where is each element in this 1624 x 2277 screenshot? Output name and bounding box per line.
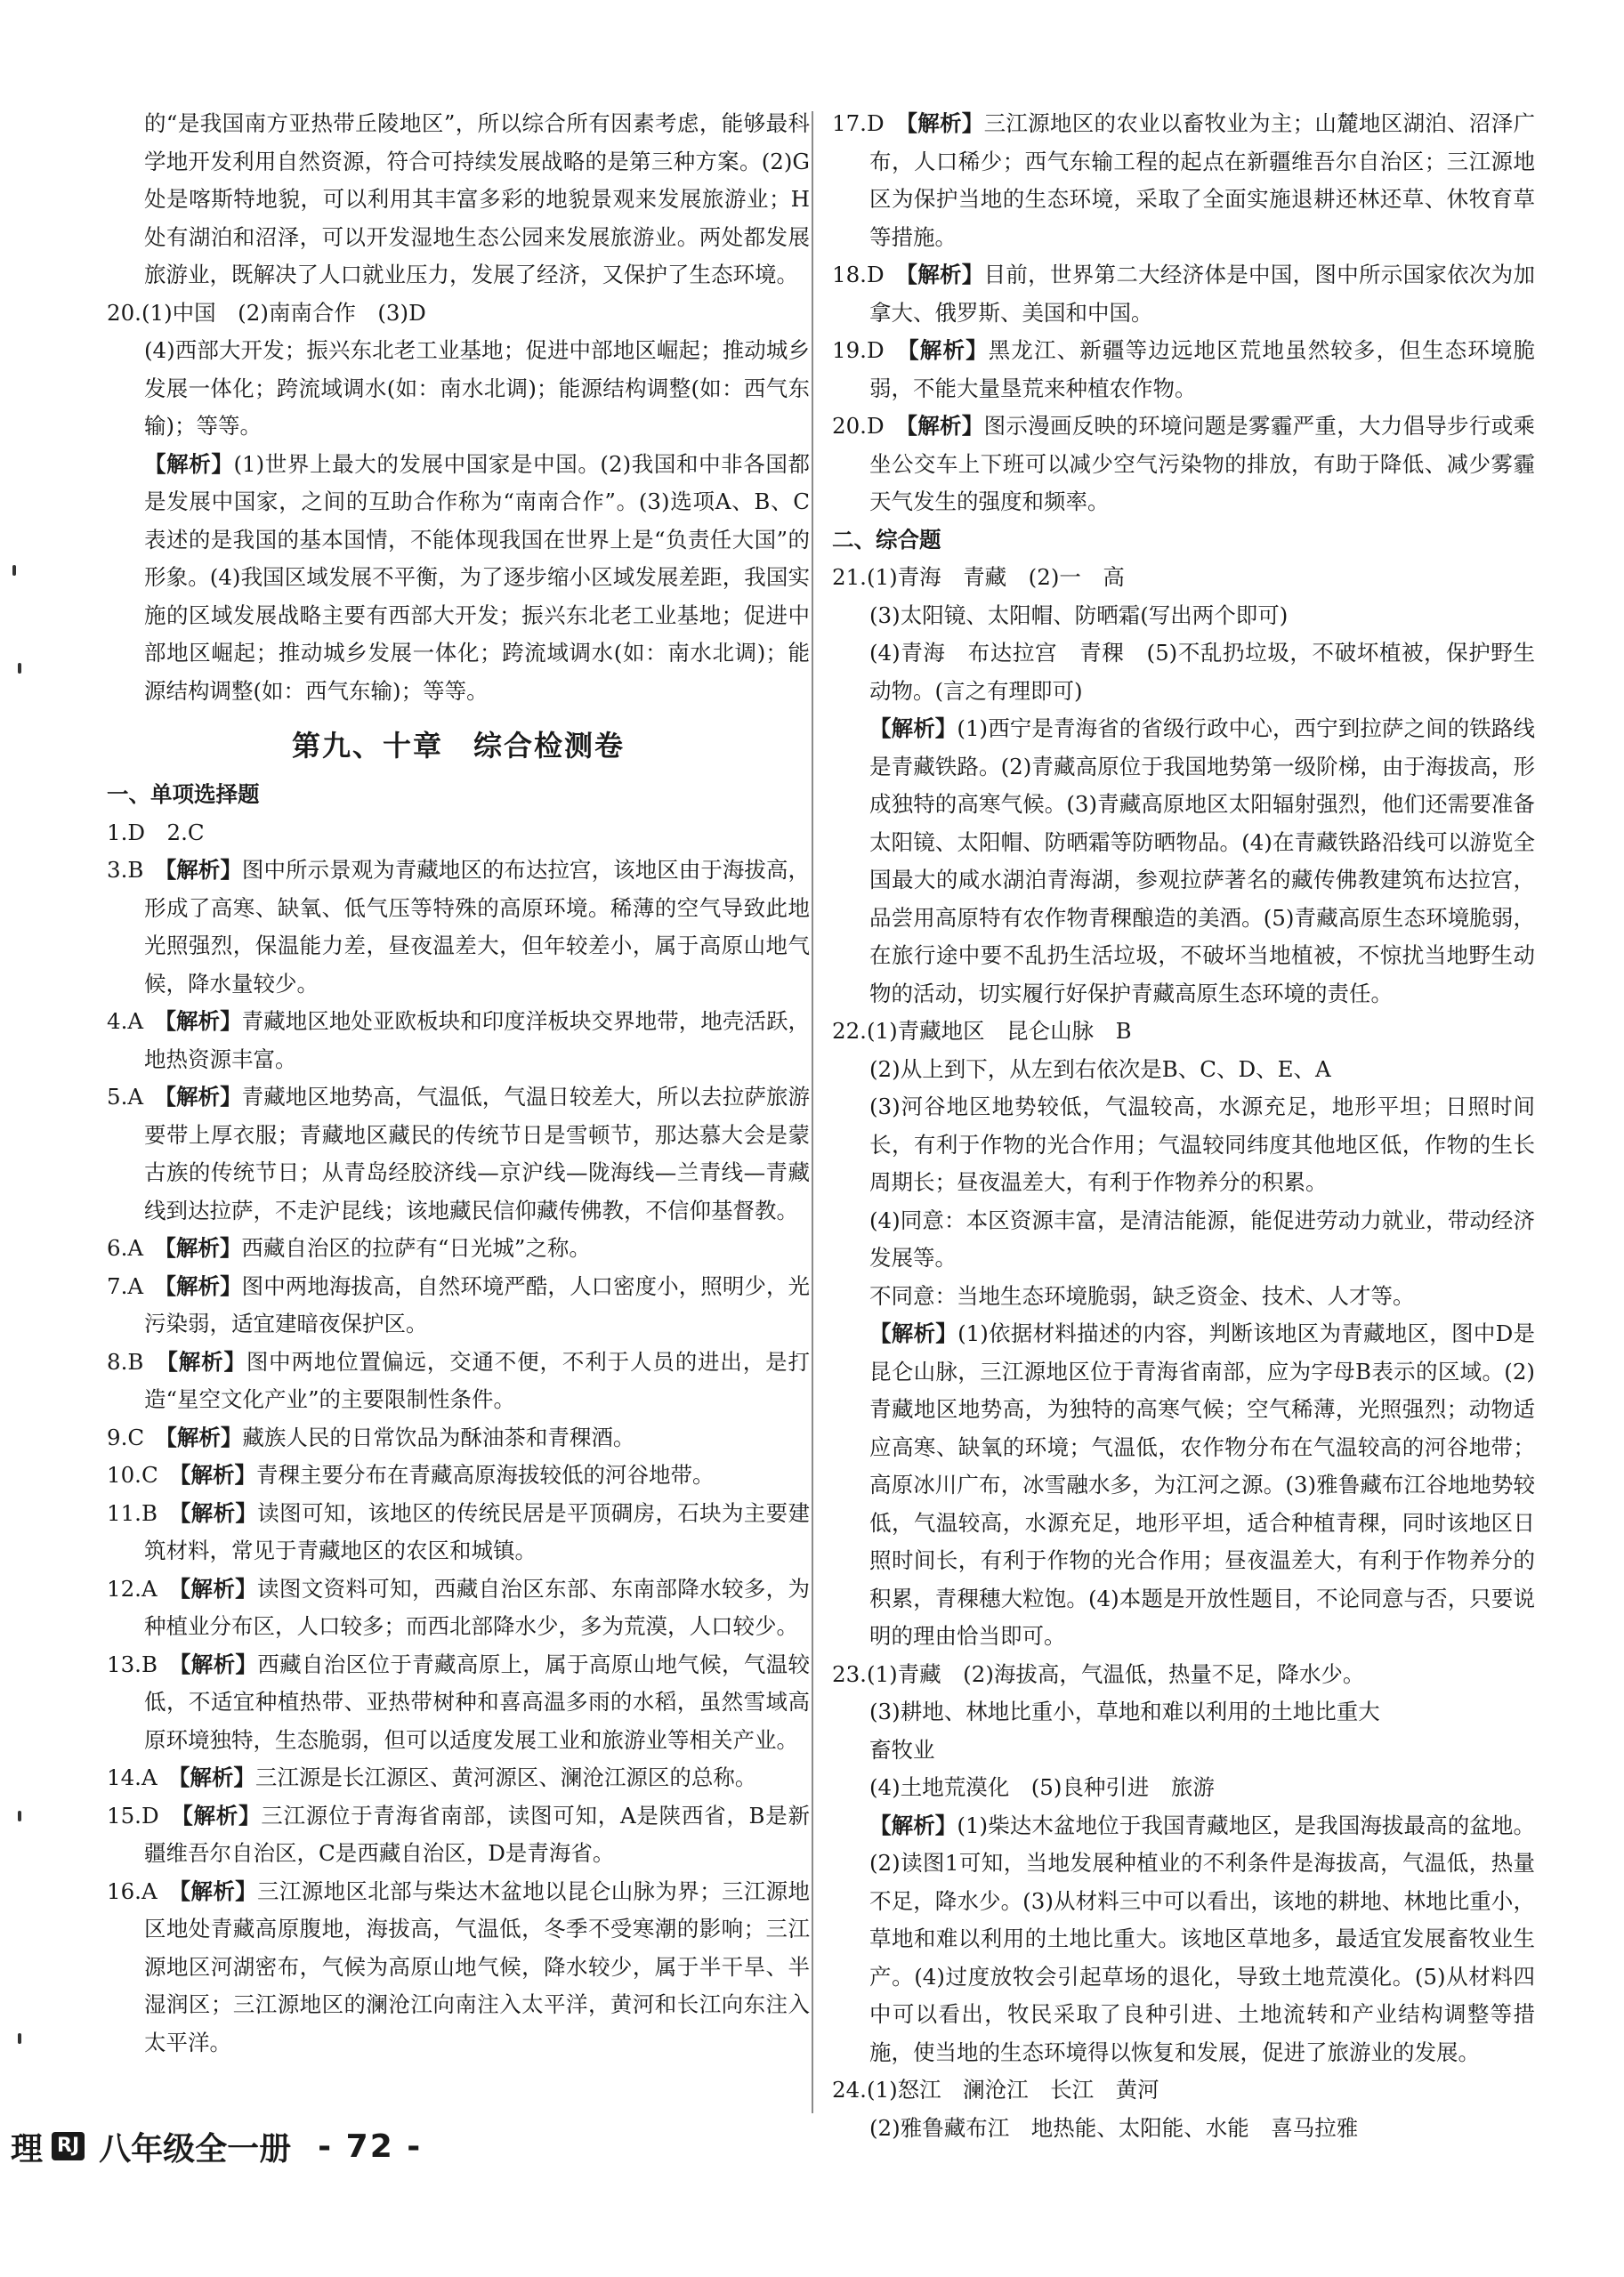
answer-paragraph — [107, 1078, 810, 1230]
paragraph-text: 1.D 2.C — [107, 819, 205, 845]
analysis-tag: 【解析】 — [906, 110, 984, 136]
answer-paragraph — [107, 1759, 810, 1797]
answer-paragraph — [832, 1656, 1535, 1694]
analysis-tag: 【解析】 — [908, 337, 989, 363]
analysis-tag: 【解析】 — [180, 1651, 258, 1677]
paragraph-text: 黑龙江、新疆等边远地区荒地虽然较多，但生态环境脆弱，不能大量垦荒来种植农作物。 — [869, 337, 1536, 401]
analysis-tag: 【解析】 — [906, 413, 984, 439]
paragraph-text: 的“是我国南方亚热带丘陵地区”，所以综合所有因素考虑，能够最科学地开发利用自然资源，符合可持续发展战略的是第三种方案。(2)G处是喀斯特地貌，可以利用其丰富多彩的地貌景观来发展旅游业；H处有湖泊和沼泽，可以开发湿地生态公园来发展旅游业。两处都发展旅游业，既解决了人口就业压力，发展了经济，又保护了生态环境。 — [144, 110, 810, 287]
paragraph-text: 西藏自治区的拉萨有“日光城”之称。 — [241, 1235, 591, 1261]
analysis-tag: 【解析】 — [144, 450, 234, 477]
answer-number: 6.A — [107, 1235, 166, 1261]
footer-subject: 理 — [11, 2130, 44, 2168]
analysis-tag: 【解析】 — [182, 1802, 262, 1829]
answer-paragraph — [107, 105, 810, 295]
answer-paragraph — [107, 1457, 810, 1495]
answer-paragraph — [832, 1693, 1535, 1732]
section-title — [107, 724, 810, 767]
section-heading — [832, 521, 1535, 560]
answer-paragraph — [832, 1315, 1535, 1656]
analysis-tag: 【解析】 — [165, 1235, 242, 1261]
analysis-tag: 【解析】 — [165, 857, 242, 883]
answer-paragraph — [832, 597, 1535, 635]
paragraph-text: 图中所示景观为青藏地区的布达拉宫，该地区由于海拔高，形成了高寒、缺氧、低气压等特殊的高原环境。稀薄的空气导致此地光照强烈，保温能力差，昼夜温差大，但年较差小，属于高原山地气候，降水量较少。 — [144, 857, 810, 997]
answer-number: 7.A — [107, 1272, 166, 1299]
answer-number: 19.D — [832, 337, 909, 363]
column-divider — [812, 111, 813, 2113]
answer-paragraph — [832, 1088, 1535, 1202]
paragraph-text: (3)河谷地区地势较低，气温较高，水源充足，地形平坦；日照时间长，有利于作物的光合作用；气温较同纬度其他地区低，作物的生长周期长；昼夜温差大，有利于作物养分的积累。 — [869, 1094, 1535, 1195]
paragraph-text: 24.(1)怒江 澜沧江 长江 黄河 — [832, 2077, 1159, 2103]
page-number: - 72 - — [318, 2128, 423, 2165]
answer-paragraph — [832, 105, 1535, 256]
answer-number: 5.A — [107, 1084, 166, 1110]
analysis-tag: 【解析】 — [179, 1764, 255, 1790]
answer-number: 8.B — [107, 1348, 167, 1375]
paragraph-text: 图示漫画反映的环境问题是雾霾严重，大力倡导步行或乘坐公交车上下班可以减少空气污染物的排放，有助于降低、减少雾霾天气发生的强度和频率。 — [869, 413, 1536, 514]
answer-number: 3.B — [107, 857, 166, 883]
answer-paragraph — [832, 1013, 1535, 1051]
answer-number: 17.D — [832, 110, 907, 136]
margin-mark — [18, 663, 21, 674]
paragraph-text: (1)世界上最大的发展中国家是中国。(2)我国和中非各国都是发展中国家，之间的互助合作称为“南南合作”。(3)选项A、B、C表述的是我国的基本国情，不能体现我国在世界上是“负责任大国”的形象。(4)我国区域发展不平衡，为了逐步缩小区域发展差距，我国实施的区域发展战略主要有西部大开发；振兴东北老工业基地；促进中部地区崛起；推动城乡发展一体化；跨流域调水(如：南水北调)；能源结构调整(如：西气东输)；等等。 — [144, 450, 811, 704]
answer-number: 18.D — [832, 262, 907, 287]
paragraph-text: 21.(1)青海 青藏 (2)一 高 — [832, 564, 1125, 590]
answer-number: 11.B — [107, 1499, 181, 1526]
answer-paragraph — [832, 710, 1535, 1013]
answer-paragraph — [107, 1344, 810, 1419]
paragraph-text: 22.(1)青藏地区 昆仑山脉 B — [832, 1018, 1132, 1044]
paragraph-text: 藏族人民的日常饮品为酥油茶和青稞酒。 — [242, 1424, 635, 1450]
paragraph-text: 一、单项选择题 — [107, 781, 260, 807]
answer-paragraph — [832, 1202, 1535, 1278]
answer-number: 20.D — [832, 413, 907, 439]
answer-paragraph — [107, 814, 810, 852]
analysis-tag: 【解析】 — [906, 262, 984, 287]
answer-paragraph — [832, 559, 1535, 597]
analysis-tag: 【解析】 — [165, 1008, 242, 1034]
analysis-tag: 【解析】 — [869, 1812, 957, 1838]
answer-paragraph — [107, 1419, 810, 1457]
analysis-tag: 【解析】 — [165, 1084, 242, 1110]
analysis-tag: 【解析】 — [869, 1320, 958, 1346]
answer-paragraph — [832, 634, 1535, 710]
paragraph-text: (2)从上到下，从左到右依次是B、C、D、E、A — [869, 1055, 1331, 1082]
footer-grade: 八年级全一册 — [99, 2130, 292, 2168]
paragraph-text: (4)土地荒漠化 (5)良种引进 旅游 — [869, 1774, 1215, 1800]
answer-number: 4.A — [107, 1008, 166, 1034]
right-column — [832, 105, 1535, 2147]
answer-number: 14.A — [107, 1764, 180, 1790]
paragraph-text: 读图可知，该地区的传统民居是平顶碉房，石块为主要建筑材料，常见于青藏地区的农区和城镇。 — [144, 1499, 811, 1563]
analysis-tag: 【解析】 — [166, 1424, 243, 1450]
answer-number: 10.C — [107, 1462, 181, 1488]
analysis-tag: 【解析】 — [180, 1499, 258, 1526]
answer-paragraph — [107, 1570, 810, 1646]
answer-paragraph — [107, 1230, 810, 1268]
paragraph-text: 畜牧业 — [869, 1736, 935, 1763]
paragraph-text: 三江源是长江源区、黄河源区、澜沧江源区的总称。 — [255, 1764, 757, 1790]
left-column — [107, 105, 810, 2062]
answer-number: 16.A — [107, 1877, 180, 1904]
paragraph-text: 不同意：当地生态环境脆弱，缺乏资金、技术、人才等。 — [869, 1282, 1415, 1309]
answer-paragraph — [107, 446, 810, 711]
answer-paragraph — [107, 295, 810, 333]
answer-paragraph — [832, 2071, 1535, 2110]
analysis-tag: 【解析】 — [179, 1575, 258, 1602]
answer-paragraph — [107, 852, 810, 1003]
analysis-tag: 【解析】 — [180, 1462, 256, 1488]
paragraph-text: (3)耕地、林地比重小，草地和难以利用的土地比重大 — [869, 1699, 1380, 1724]
answer-paragraph — [832, 1051, 1535, 1089]
answer-paragraph — [832, 332, 1535, 408]
section-heading — [107, 776, 810, 814]
answer-paragraph — [107, 1495, 810, 1570]
paragraph-text: 20.(1)中国 (2)南南合作 (3)D — [107, 299, 426, 326]
answer-paragraph — [107, 1646, 810, 1760]
paragraph-text: (4)西部大开发；振兴东北老工业基地；促进中部地区崛起；推动城乡发展一体化；跨流域调水(如：南水北调)；能源结构调整(如：西气东输)；等等。 — [144, 337, 810, 439]
paragraph-text: (4)青海 布达拉宫 青稞 (5)不乱扔垃圾，不破坏植被，保护野生动物。(言之有理即可) — [869, 640, 1535, 704]
paragraph-text: 23.(1)青藏 (2)海拔高，气温低，热量不足，降水少。 — [832, 1660, 1365, 1687]
margin-mark — [18, 1811, 21, 1821]
answer-paragraph — [107, 1873, 810, 2063]
paragraph-text: 二、综合题 — [832, 526, 941, 553]
paragraph-text: (2)雅鲁藏布江 地热能、太阳能、水能 喜马拉雅 — [869, 2114, 1359, 2141]
answer-number: 12.A — [107, 1575, 180, 1602]
answer-paragraph — [107, 1003, 810, 1078]
answer-number: 15.D — [107, 1802, 182, 1829]
paragraph-text: 第九、十章 综合检测卷 — [291, 729, 625, 763]
paragraph-text: 西藏自治区位于青藏高原上，属于高原山地气候，气温较低，不适宜种植热带、亚热带树种和喜高温多雨的水稻，虽然雪域高原环境独特，生态脆弱，但可以适度发展工业和旅游业等相关产业。 — [144, 1651, 811, 1753]
analysis-tag: 【解析】 — [166, 1348, 246, 1375]
paragraph-text: 青稞主要分布在青藏高原海拔较低的河谷地带。 — [255, 1462, 715, 1488]
paragraph-text: (1)柴达木盆地位于我国青藏地区，是我国海拔最高的盆地。(2)读图1可知，当地发展种植业的不利条件是海拔高，气温低，热量不足，降水少。(3)从材料三中可以看出，该地的耕地、林地比重小，草地和难以利用的土地比重大。该地区草地多，最适宜发展畜牧业生产。(4)过度放牧会引起草场的退化，导致土地荒漠化。(5)从材料四中可以看出，牧民采取了良种引进、土地流转和产业结构调整等措施，使当地的生态环境得以恢复和发展，促进了旅游业的发展。 — [869, 1812, 1536, 2065]
analysis-tag: 【解析】 — [165, 1272, 242, 1299]
paragraph-text: 青藏地区地处亚欧板块和印度洋板块交界地带，地壳活跃，地热资源丰富。 — [144, 1008, 811, 1072]
answer-paragraph — [832, 408, 1535, 521]
paragraph-text: (1)依据材料描述的内容，判断该地区为青藏地区，图中D是昆仑山脉，三江源地区位于青海省南部，应为字母B表示的区域。(2)青藏地区地势高，为独特的高寒气候；空气稀薄，光照强烈；动物适应高寒、缺氧的环境；气温低，农作物分布在气温较高的河谷地带；高原冰川广布，冰雪融水多，为江河之源。(3)雅鲁藏布江谷地地势较低，气温较高，水源充足，地形平坦，适合种植青稞，同时该地区日照时间长，有利于作物的光合作用；昼夜温差大，有利于作物养分的积累，青稞穗大粒饱。(4)本题是开放性题目，不论同意与否，只要说明的理由恰当即可。 — [869, 1320, 1535, 1649]
paragraph-text: 目前，世界第二大经济体是中国，图中所示国家依次为加拿大、俄罗斯、美国和中国。 — [869, 262, 1536, 326]
margin-mark — [18, 2033, 21, 2044]
paragraph-text: 图中两地海拔高，自然环境严酷，人口密度小，照明少，光污染弱，适宜建暗夜保护区。 — [144, 1272, 811, 1336]
answer-number: 9.C — [107, 1424, 166, 1450]
paragraph-text: 三江源位于青海省南部，读图可知，A是陕西省，B是新疆维吾尔自治区，C是西藏自治区，D是青海省。 — [144, 1802, 811, 1866]
answer-paragraph — [832, 1732, 1535, 1770]
paragraph-text: 图中两地位置偏远，交通不便，不利于人员的进出，是打造“星空文化产业”的主要限制性条件。 — [144, 1348, 810, 1412]
margin-mark — [12, 565, 16, 576]
paragraph-text: 三江源地区北部与柴达木盆地以昆仑山脉为界；三江源地区地处青藏高原腹地，海拔高，气温低，冬季不受寒潮的影响；三江源地区河湖密布，气候为高原山地气候，降水较少，属于半干旱、半湿润区；三江源地区的澜沧江向南注入太平洋，黄河和长江向东注入太平洋。 — [144, 1877, 811, 2055]
edition-badge: RJ — [52, 2132, 85, 2160]
answer-paragraph — [832, 1807, 1535, 2072]
answer-paragraph — [832, 256, 1535, 332]
answer-paragraph — [832, 1769, 1535, 1807]
page-footer — [0, 2120, 422, 2173]
answer-paragraph — [107, 332, 810, 446]
paragraph-text: (1)西宁是青海省的省级行政中心，西宁到拉萨之间的铁路线是青藏铁路。(2)青藏高原位于我国地势第一级阶梯，由于海拔高，形成独特的高寒气候。(3)青藏高原地区太阳辐射强烈，他们还需要准备太阳镜、太阳帽、防晒霜等防晒物品。(4)在青藏铁路沿线可以游览全国最大的咸水湖泊青海湖，参观拉萨著名的藏传佛教建筑布达拉宫，品尝用高原特有农作物青稞酿造的美酒。(5)青藏高原生态环境脆弱，在旅行途中要不乱扔生活垃圾，不破坏当地植被，不惊扰当地野生动物的活动，切实履行好保护青藏高原生态环境的责任。 — [869, 715, 1536, 1006]
answer-paragraph — [832, 1278, 1535, 1316]
paragraph-text: (4)同意：本区资源丰富，是清洁能源，能促进劳动力就业，带动经济发展等。 — [869, 1207, 1535, 1271]
answer-paragraph — [832, 2110, 1535, 2148]
paragraph-text: 青藏地区地势高，气温低，气温日较差大，所以去拉萨旅游要带上厚衣服；青藏地区藏民的传统节日是雪顿节，那达慕大会是蒙古族的传统节日；从青岛经胶济线—京沪线—陇海线—兰青线—青藏线到达拉萨，不走沪昆线；该地藏民信仰藏传佛教，不信仰基督教。 — [144, 1084, 811, 1223]
analysis-tag: 【解析】 — [179, 1877, 258, 1904]
answer-number: 13.B — [107, 1651, 181, 1677]
analysis-tag: 【解析】 — [869, 715, 957, 741]
answer-paragraph — [107, 1268, 810, 1344]
paragraph-text: (3)太阳镜、太阳帽、防晒霜(写出两个即可) — [869, 602, 1289, 628]
answer-paragraph — [107, 1797, 810, 1873]
paragraph-text: 三江源地区的农业以畜牧业为主；山麓地区湖泊、沼泽广布，人口稀少；西气东输工程的起点在新疆维吾尔自治区；三江源地区为保护当地的生态环境，采取了全面实施退耕还林还草、休牧育草等措施。 — [869, 110, 1536, 250]
paragraph-text: 读图文资料可知，西藏自治区东部、东南部降水较多，为种植业分布区，人口较多；而西北部降水少，多为荒漠，人口较少。 — [144, 1575, 811, 1639]
